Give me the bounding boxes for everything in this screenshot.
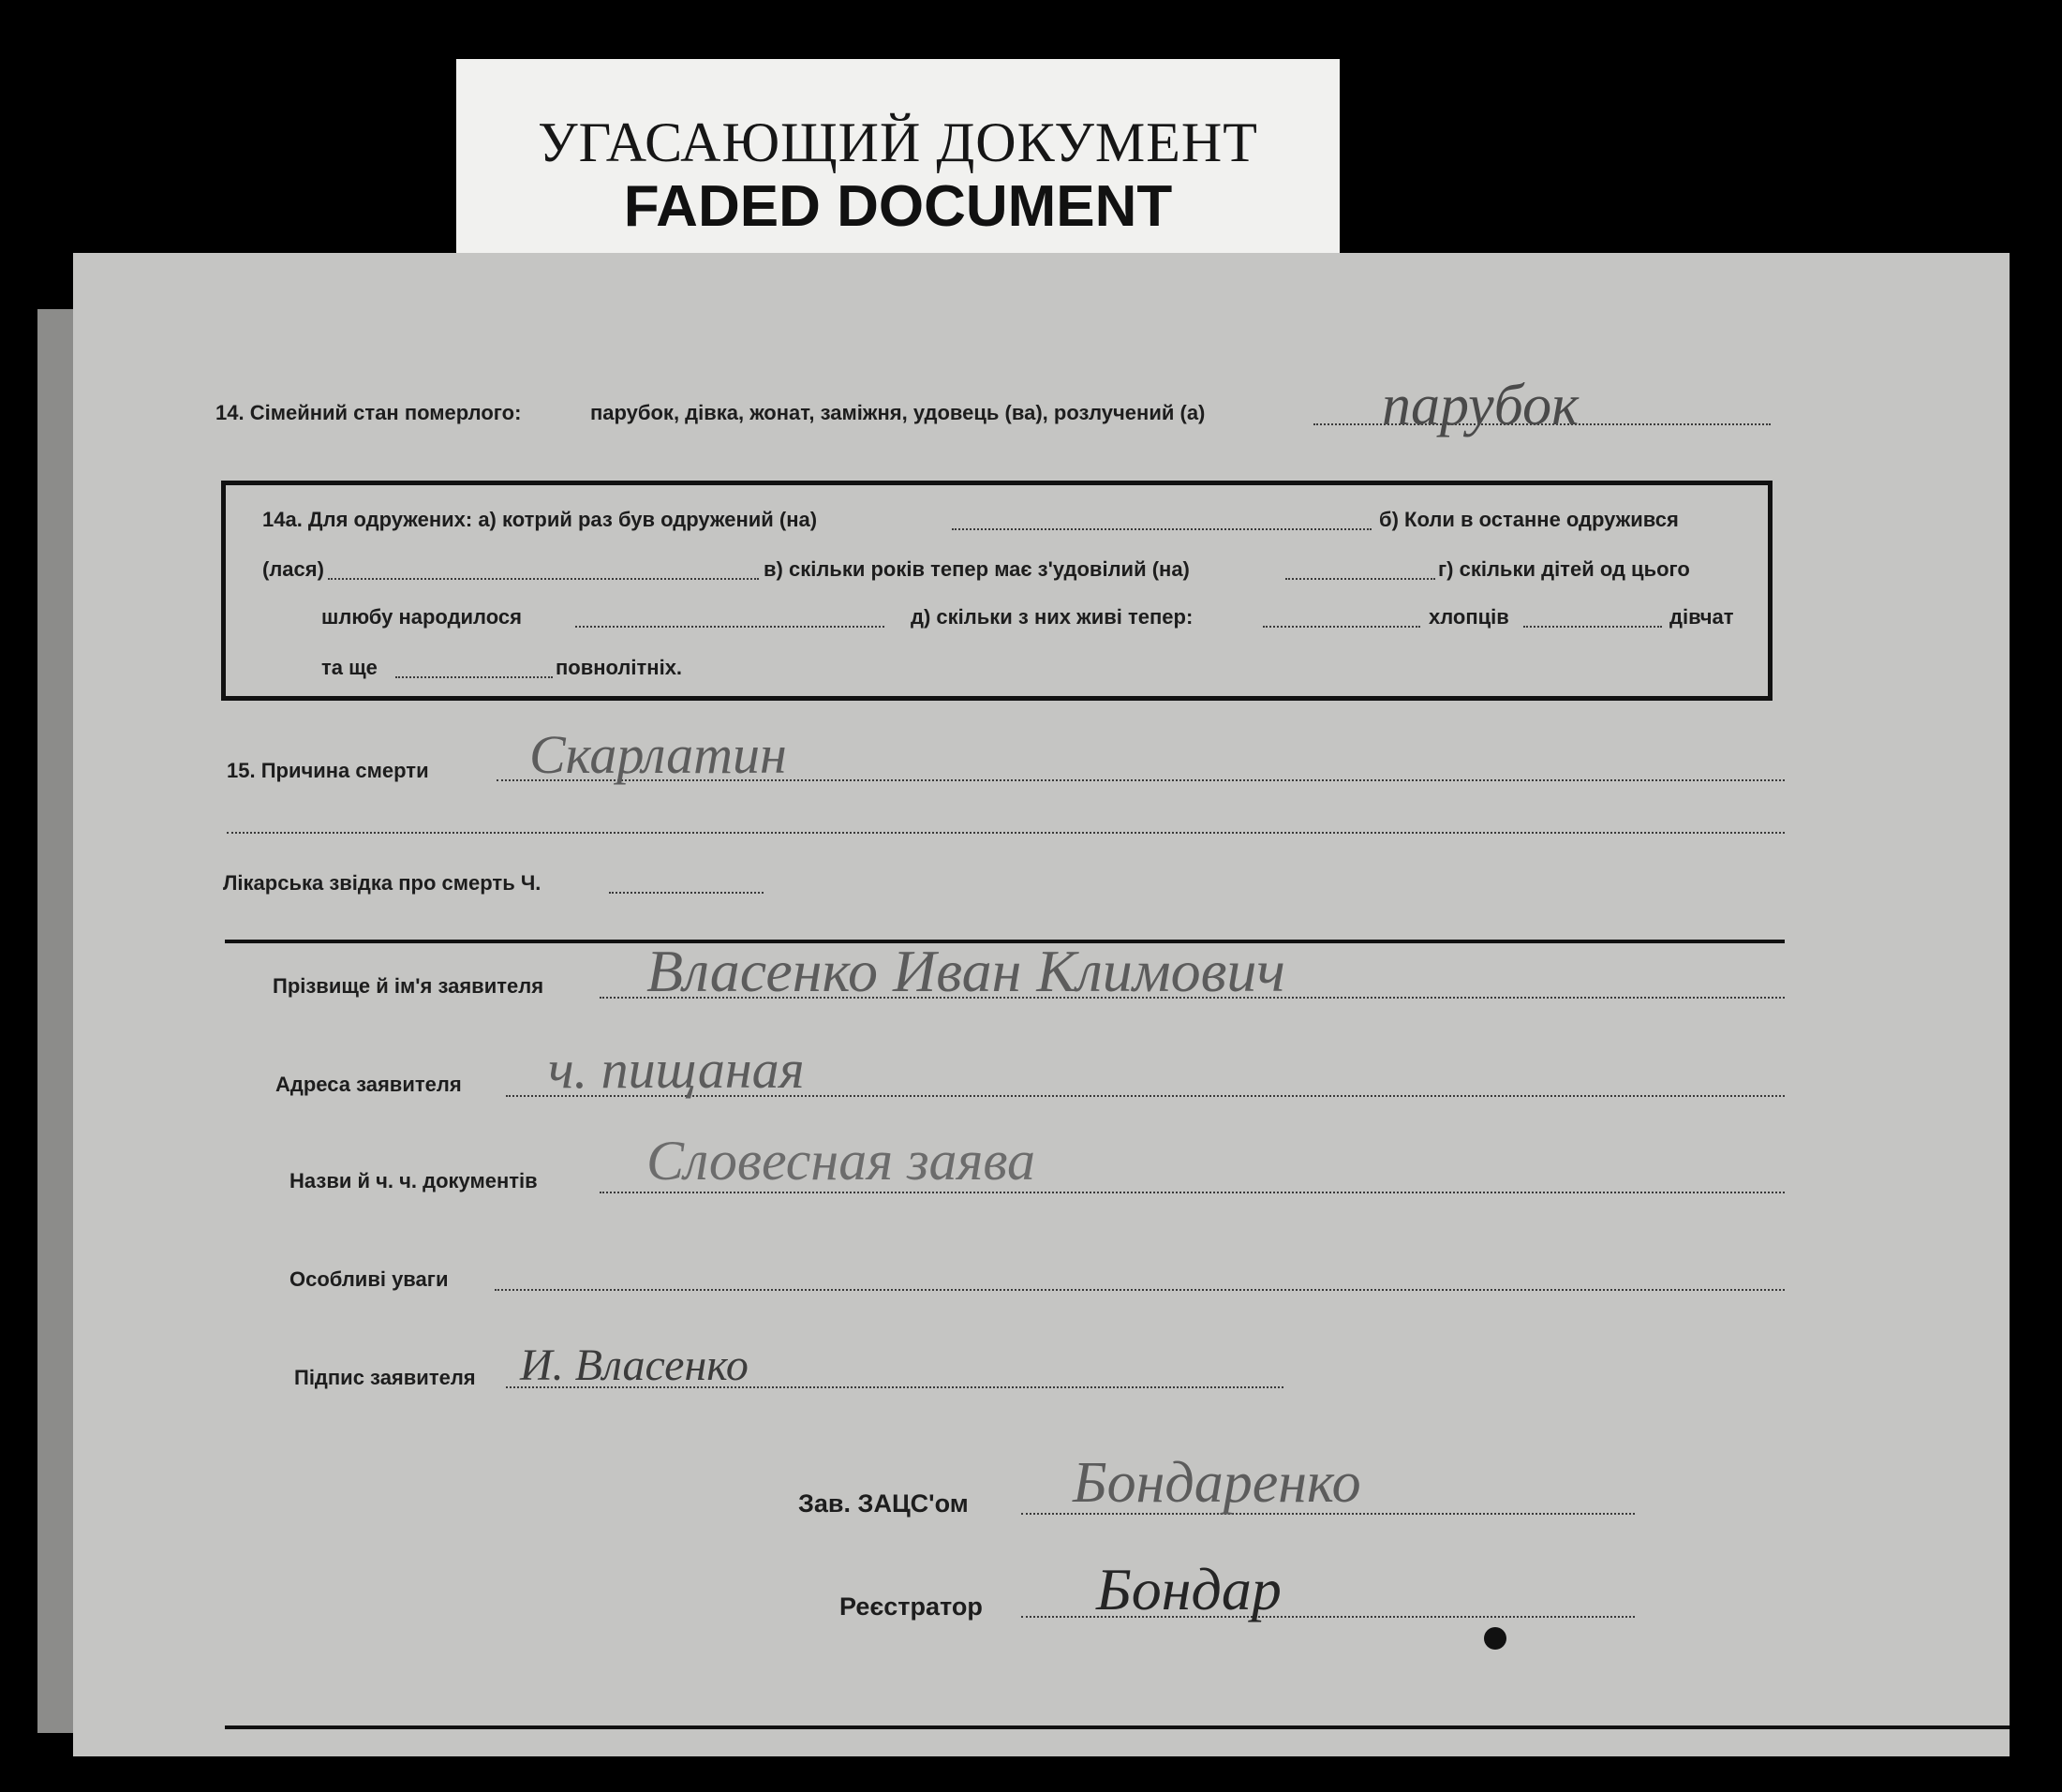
medical-report-label: Лікарська звідка про смерть Ч. <box>223 871 541 895</box>
bottom-rule <box>225 1725 2010 1729</box>
q14a-line1b: б) Коли в останне одружився <box>1379 508 1679 531</box>
applicant-name-label: Прізвище й ім'я заявителя <box>273 974 544 998</box>
faded-document-label <box>456 59 1340 258</box>
q15-label: 15. Причина смерти <box>227 759 429 782</box>
ink-blot <box>1484 1627 1506 1650</box>
q14a-line4-dots <box>395 676 553 678</box>
label-title-en: FADED DOCUMENT <box>623 174 1173 239</box>
q14a-line3a: шлюбу народилося <box>321 605 522 629</box>
q14-prefix: 14. Сімейний стан померлого: <box>215 401 522 424</box>
applicant-address-label: Адреса заявителя <box>275 1073 462 1096</box>
q14a-line1-dots <box>952 528 1372 530</box>
applicant-name-value: Власенко Иван Климович <box>646 938 1285 1004</box>
head-label: Зав. ЗАЦС'ом <box>798 1489 969 1518</box>
q14a-line2-dots-b <box>1285 578 1435 580</box>
registrar-label: Реєстратор <box>839 1592 983 1621</box>
applicant-signature: И. Власенко <box>520 1340 749 1390</box>
q14a-line3-dots-c <box>1523 626 1662 628</box>
head-handwritten-name: Бондаренко <box>1073 1451 1361 1515</box>
documents-value: Словесная заява <box>646 1130 1036 1192</box>
q14a-line2c: г) скільки дітей од цього <box>1438 557 1690 581</box>
applicant-address-value: ч. пищаная <box>548 1039 805 1100</box>
q14a-line3-dots-b <box>1263 626 1420 628</box>
documents-label: Назви й ч. ч. документів <box>289 1169 538 1192</box>
q14a-line3b: д) скільки з них живі тепер: <box>911 605 1194 629</box>
q15-second-line <box>227 832 1785 834</box>
q14a-line3-dots-a <box>575 626 884 628</box>
q15-handwritten-value: Скарлатин <box>529 724 787 785</box>
q14a-line1: 14а. Для одружених: а) котрий раз був одружений (на) <box>262 508 818 531</box>
q14a-line4b: повнолітніх. <box>556 656 683 679</box>
q14a-line2-dots-a <box>328 578 759 580</box>
medical-report-dots <box>609 892 764 894</box>
q14a-line3d: дівчат <box>1669 605 1734 629</box>
label-title-ru: УГАСАЮЩИЙ ДОКУМЕНТ <box>538 111 1258 173</box>
q14-options: парубок, дівка, жонат, заміжня, удовець (ва), розлучений (а) <box>590 401 1206 424</box>
sheet-left-edge <box>37 309 75 1733</box>
notes-label: Особливі уваги <box>289 1267 449 1291</box>
registrar-signature: Бондар <box>1096 1556 1282 1622</box>
q14-handwritten-value: парубок <box>1382 374 1580 437</box>
q14a-line3c: хлопців <box>1429 605 1509 629</box>
notes-dots <box>495 1289 1785 1291</box>
q14a-line2a: (лася) <box>262 557 324 581</box>
applicant-signature-label: Підпис заявителя <box>294 1366 476 1389</box>
q14a-line4a: та ще <box>321 656 378 679</box>
q14a-line2b: в) скільки років тепер має з'удовілий (на) <box>764 557 1190 581</box>
